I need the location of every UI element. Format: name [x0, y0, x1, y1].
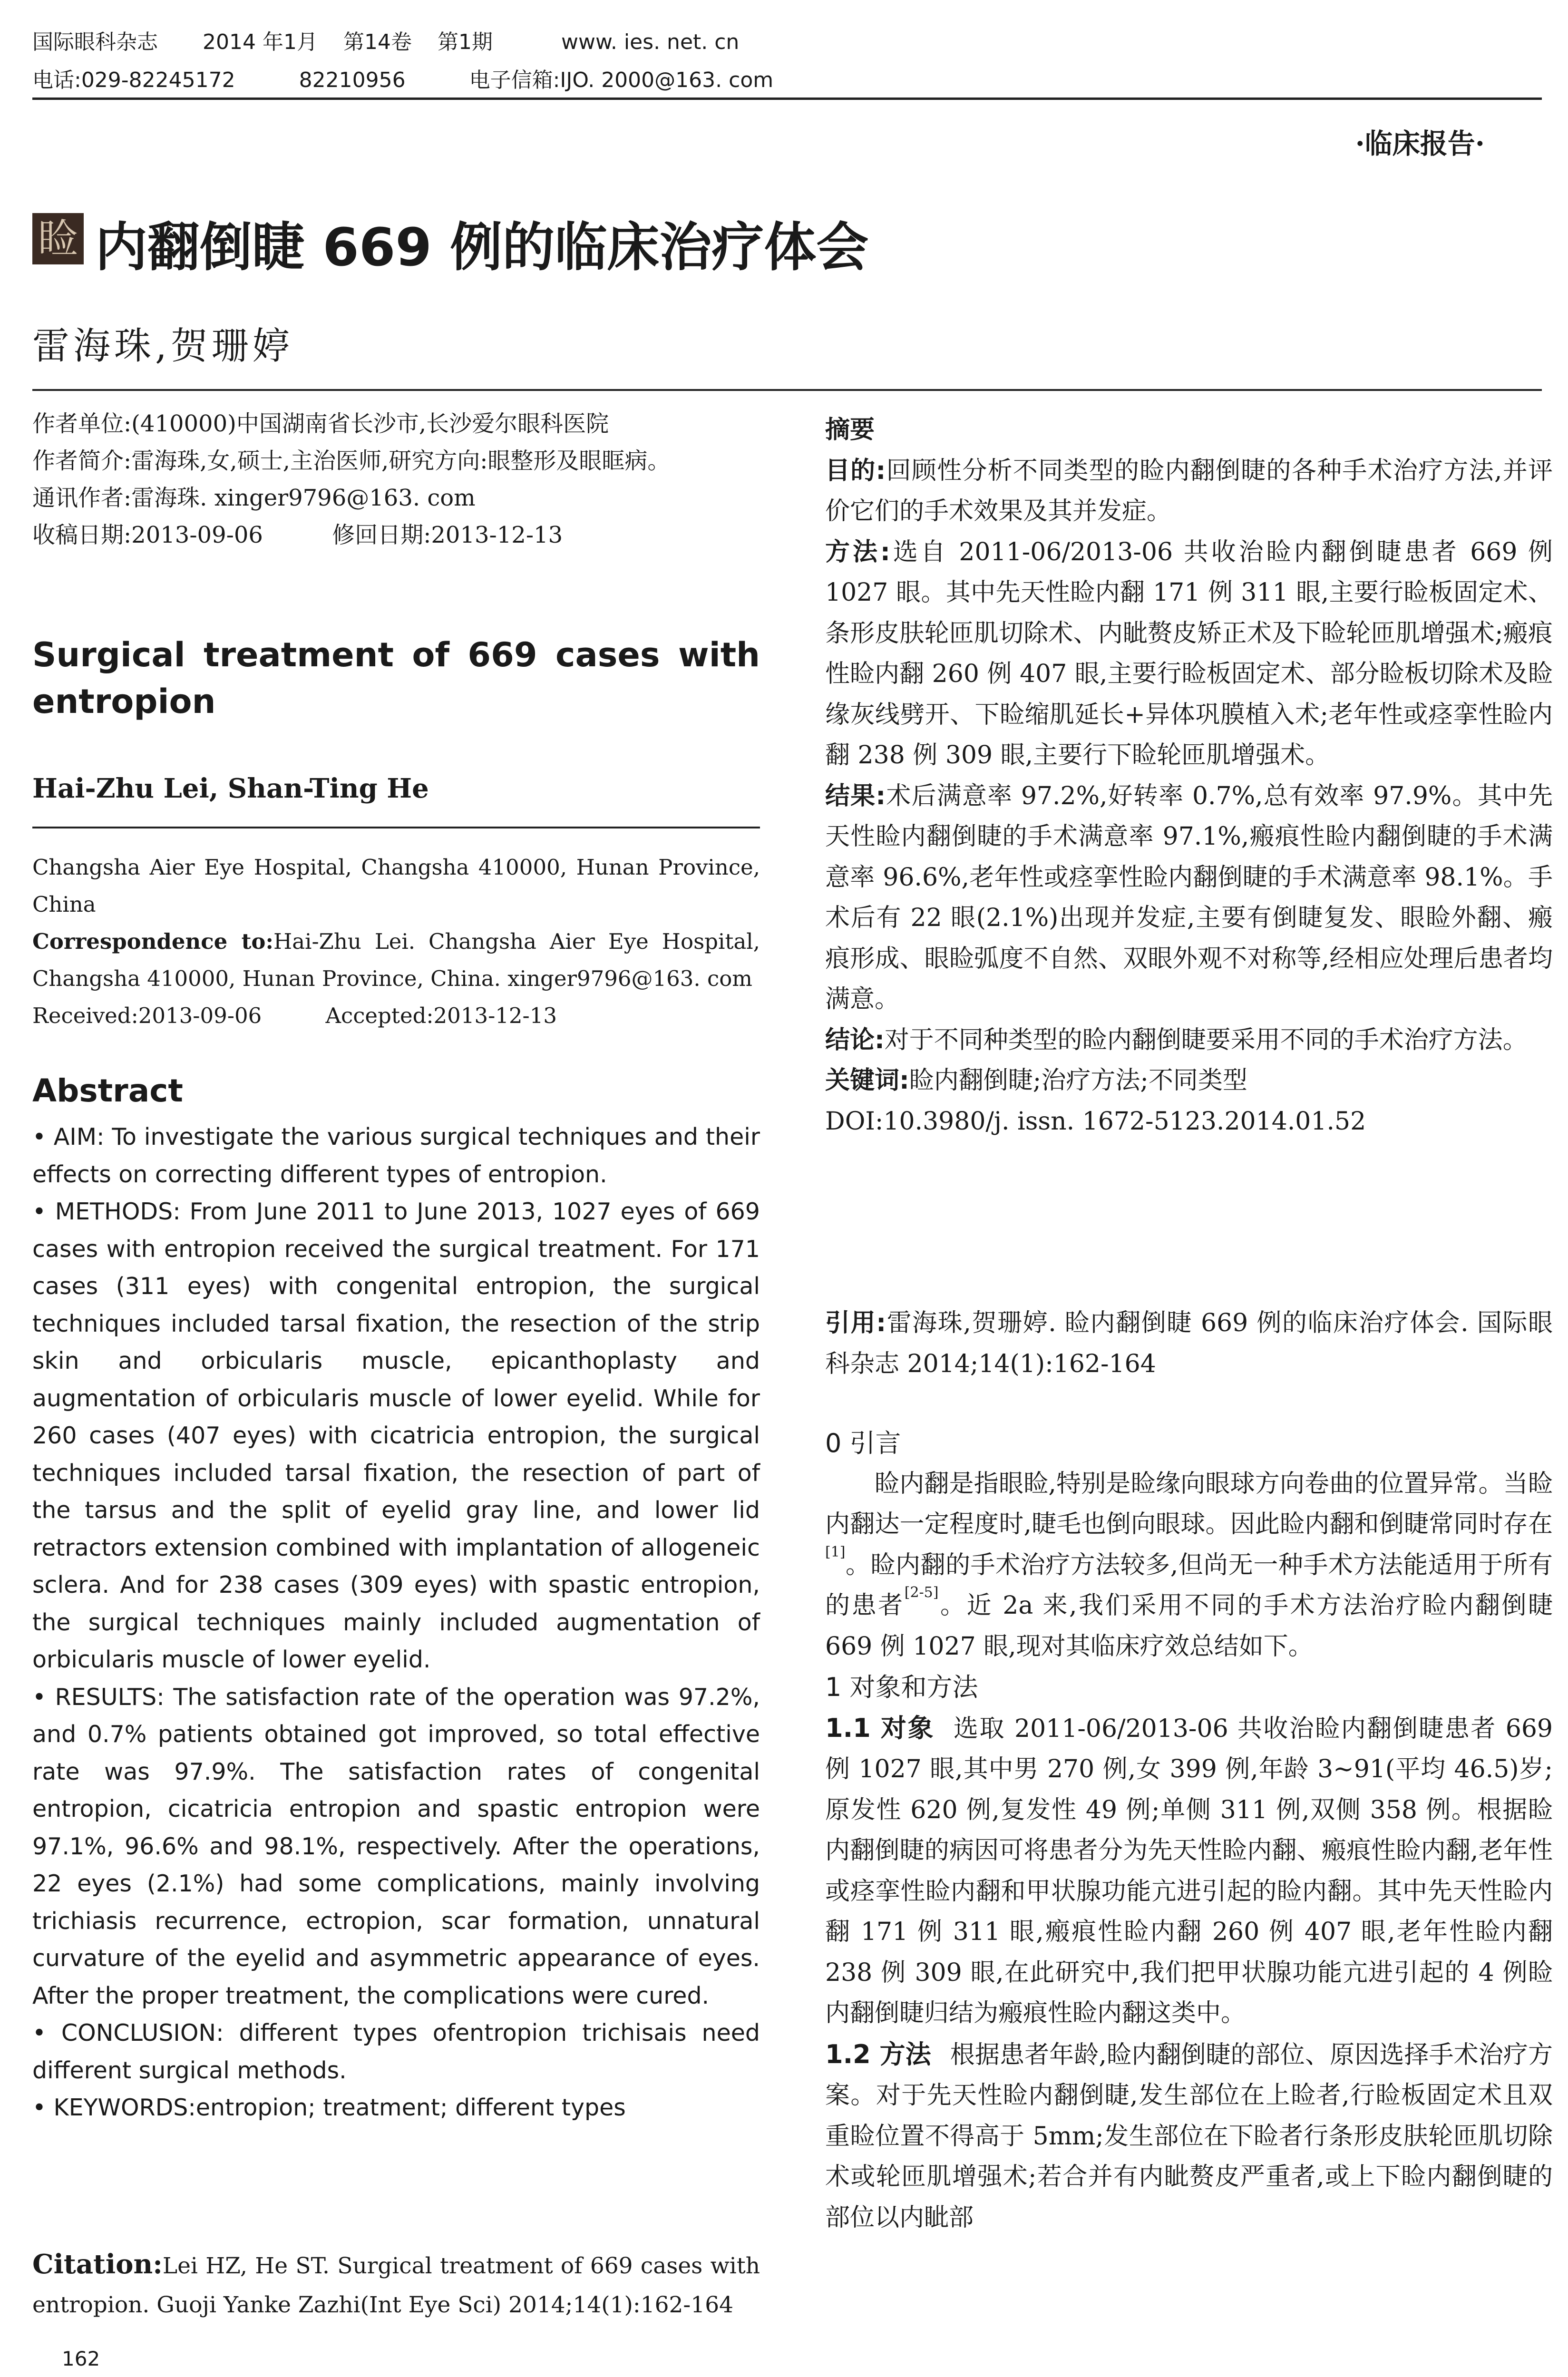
english-title: Surgical treatment of 669 cases with entropion [32, 635, 760, 721]
methods-text-cn: 选自 2011-06/2013-06 共收治睑内翻倒睫患者 669 例 1027 眼。其中先天性睑内翻 171 例 311 眼,主要行睑板固定术、条形皮肤轮匝肌切除术、内眦赘皮矫正术及下睑轮匝肌增强术;瘢痕性睑内翻 260 例 407 眼,主要行睑板固定术、部分睑板切除术及睑缘灰线劈开、下睑缩肌延长+异体巩膜植入术;老年性或痉挛性睑内翻 238 例 309 眼,主要行下睑轮匝肌增强术。 [825, 537, 1553, 770]
authors-rule [32, 827, 760, 828]
journal-header-line2 [32, 63, 773, 93]
journal-name: 国际眼科杂志 [32, 30, 158, 54]
abstract-aim-cn [825, 451, 1553, 532]
section-tag: ·临床报告· [1355, 127, 1485, 160]
results-text-cn: 术后满意率 97.2%,好转率 0.7%,总有效率 97.9%。其中先天性睑内翻倒睫的手术满意率 97.1%,瘢痕性睑内翻倒睫的手术满意率 96.6%,老年性或痉挛性睑内翻倒睫的手术满意率 98.1%。手术后有 22 眼(2.1%)出现并发症,主要有倒睫复发、眼睑外翻、瘢痕形成、眼睑弧度不自然、双眼外观不对称等,经相应处理后患者均满意。 [825, 781, 1553, 1013]
citation-cn [825, 1303, 1553, 1384]
abstract-results-en: • RESULTS: The satisfaction rate of the operation was 97.2%, and 0.7% patients obtained got improved, so total effective rate was 97.9%. The satisfaction rates of congenital entropion, cicatricia entropion and spastic entropion were 97.1%, 96.6% and 98.1%, respectively. After the operations, 22 eyes (2.1%) had some complications, mainly involving trichiasis recurrence, ectropion, scar formation, unnatural curvature of the eyelid and asymmetric appearance of eyes. After the proper treatment, the complications were cured. [32, 1683, 760, 2009]
ref-2-5: [2-5] [904, 1584, 939, 1601]
results-label-cn: 结果: [825, 781, 886, 810]
journal-phone2: 82210956 [299, 68, 406, 92]
page-number: 162 [62, 2347, 100, 2370]
abstract-methods-en: • METHODS: From June 2011 to June 2013, 1027 eyes of 669 cases with entropion received the surgical treatment. For 171 cases (311 eyes) with congenital entropion, the surgical techniques included tarsal fixation, the resection of the strip skin and orbicularis muscle, epicanthoplasty and augmentation of orbicularis muscle of lower eyelid. While for 260 cases (407 eyes) with cicatricia entropion, the surgical techniques included tarsal fixation, the resection of part of the tarsus and the split of eyelid gray line, and lower lid retractors extension combined with implantation of allogeneic sclera. And for 238 cases (309 eyes) with spastic entropion, the surgical techniques mainly included augmentation of orbicularis muscle of lower eyelid. [32, 1198, 760, 1673]
author-bio: 作者简介:雷海珠,女,硕士,主治医师,研究方向:眼整形及眼眶病。 [32, 448, 671, 474]
keywords-text-cn: 睑内翻倒睫;治疗方法;不同类型 [909, 1066, 1247, 1095]
correspondence-label: Correspondence to: [32, 929, 273, 954]
section-1-heading: 1 对象和方法 [825, 1672, 978, 1702]
english-affiliation-block [32, 849, 760, 1034]
abstract-body-en [32, 1119, 760, 2127]
section-1-1-text: 选取 2011-06/2013-06 共收治睑内翻倒睫患者 669 例 1027 眼,其中男 270 例,女 399 例,年龄 3~91(平均 46.5)岁;原发性 620 例,复发性 49 例;单侧 311 例,双侧 358 例。根据睑内翻倒睫的病因可将患者分为先天性睑内翻、瘢痕性睑内翻,老年性或痉挛性睑内翻和甲状腺功能亢进引起的睑内翻。其中先天性睑内翻 171 例 311 眼,瘢痕性睑内翻 260 例 407 眼,老年性睑内翻 238 例 309 眼,在此研究中,我们把甲状腺功能亢进引起的 4 例睑内翻倒睫归结为瘢痕性睑内翻这类中。 [825, 1714, 1553, 2027]
title-initial-char: 睑 [32, 213, 84, 264]
citation-text-en: Lei HZ, He ST. Surgical treatment of 669 cases with entropion. Guoji Yanke Zazhi(Int Eye Sci) 2014;14(1):162-164 [32, 2253, 760, 2318]
received-date-cn: 收稿日期:2013-09-06 [32, 522, 263, 548]
received-date-en: Received:2013-09-06 [32, 1003, 262, 1028]
abstract-results-cn [825, 776, 1553, 1020]
abstract-aim-en: • AIM: To investigate the various surgical techniques and their effects on correcting different types of entropion. [32, 1123, 760, 1188]
issue-number: 第1期 [437, 30, 493, 54]
corresponding-author: 通讯作者:雷海珠. xinger9796@163. com [32, 485, 476, 511]
abstract-keywords-en: • KEYWORDS:entropion; treatment; different types [32, 2094, 626, 2121]
english-dates [32, 997, 760, 1034]
author-unit: 作者单位:(410000)中国湖南省长沙市,长沙爱尔眼科医院 [32, 410, 609, 437]
conclusion-text-cn: 对于不同种类型的睑内翻倒睫要采用不同的手术治疗方法。 [884, 1025, 1528, 1054]
section-1-2 [825, 2034, 1553, 2239]
section-1-2-text: 根据患者年龄,睑内翻倒睫的部位、原因选择手术治疗方案。对于先天性睑内翻倒睫,发生部位在上睑者,行睑板固定术且双重睑位置不得高于 5mm;发生部位在下睑者行条形皮肤轮匝肌切除术或轮匝肌增强术;若合并有内眦赘皮严重者,或上下睑内翻倒睫的部位以内眦部 [825, 2040, 1553, 2232]
authors-cn: 雷海珠,贺珊婷 [32, 325, 293, 368]
abstract-conclusion-en: • CONCLUSION: different types ofentropion trichisais need different surgical methods. [32, 2019, 760, 2084]
section-1-2-heading: 1.2 方法 [825, 2039, 931, 2069]
title-rule [32, 389, 1542, 391]
section-1-1-heading: 1.1 对象 [825, 1713, 935, 1743]
journal-email: 电子信箱:IJO. 2000@163. com [469, 68, 774, 92]
keywords-label-cn: 关键词: [825, 1066, 909, 1095]
abstract-heading-en: Abstract [32, 1072, 183, 1109]
doi: DOI:10.3980/j. issn. 1672-5123.2014.01.52 [825, 1107, 1366, 1136]
section-0-paragraph [825, 1464, 1553, 1667]
issue-date: 2014 年1月 [203, 30, 318, 54]
intro-text-c: 。近 2a 来,我们采用不同的手术方法治疗睑内翻倒睫 669 例 1027 眼,现对其临床疗效总结如下。 [825, 1591, 1553, 1661]
dates-cn [32, 516, 760, 554]
aim-label-cn: 目的: [825, 456, 886, 485]
abstract-heading-cn: 摘要 [825, 416, 875, 444]
abstract-methods-cn [825, 532, 1553, 776]
accepted-date-en: Accepted:2013-12-13 [325, 1003, 557, 1028]
section-0-heading: 0 引言 [825, 1428, 901, 1458]
citation-label-en: Citation: [32, 2249, 163, 2280]
journal-website: www. ies. net. cn [561, 30, 740, 54]
abstract-cn [825, 410, 1553, 1142]
revised-date-cn: 修回日期:2013-12-13 [332, 522, 563, 548]
methods-label-cn: 方法: [825, 537, 890, 566]
ref-1: [1] [825, 1543, 846, 1560]
correspondence-text: Hai-Zhu Lei. Changsha Aier Eye Hospital, Changsha 410000, Hunan Province, China. xinger9796@163. com [32, 929, 760, 991]
english-authors: Hai-Zhu Lei, Shan-Ting He [32, 773, 429, 804]
header-rule [32, 97, 1542, 100]
citation-label-cn: 引用: [825, 1309, 886, 1337]
aim-text-cn: 回顾性分析不同类型的睑内翻倒睫的各种手术治疗方法,并评价它们的手术效果及其并发症。 [825, 456, 1553, 526]
journal-header-line1 [32, 25, 739, 55]
english-affiliation: Changsha Aier Eye Hospital, Changsha 410000, Hunan Province, China [32, 855, 760, 917]
body-text [825, 1423, 1553, 2238]
intro-text-b: 。睑内翻的手术治疗方法较多,但尚无一种手术方法能适用于所有的患者 [825, 1550, 1553, 1620]
citation-en [32, 2245, 760, 2325]
journal-phone: 电话:029-82245172 [32, 68, 235, 92]
conclusion-label-cn: 结论: [825, 1025, 885, 1054]
author-meta [32, 405, 760, 554]
keywords-cn [825, 1061, 1553, 1101]
section-1-1 [825, 1708, 1553, 2034]
citation-text-cn: 雷海珠,贺珊婷. 睑内翻倒睫 669 例的临床治疗体会. 国际眼科杂志 2014;14(1):162-164 [825, 1309, 1553, 1378]
abstract-conclusion-cn [825, 1020, 1553, 1061]
english-correspondence [32, 923, 760, 997]
article-title: 内翻倒睫 669 例的临床治疗体会 [95, 217, 869, 278]
volume: 第14卷 [343, 30, 412, 54]
intro-text-a: 睑内翻是指眼睑,特别是睑缘向眼球方向卷曲的位置异常。当睑内翻达一定程度时,睫毛也倒向眼球。因此睑内翻和倒睫常同时存在 [825, 1469, 1553, 1539]
